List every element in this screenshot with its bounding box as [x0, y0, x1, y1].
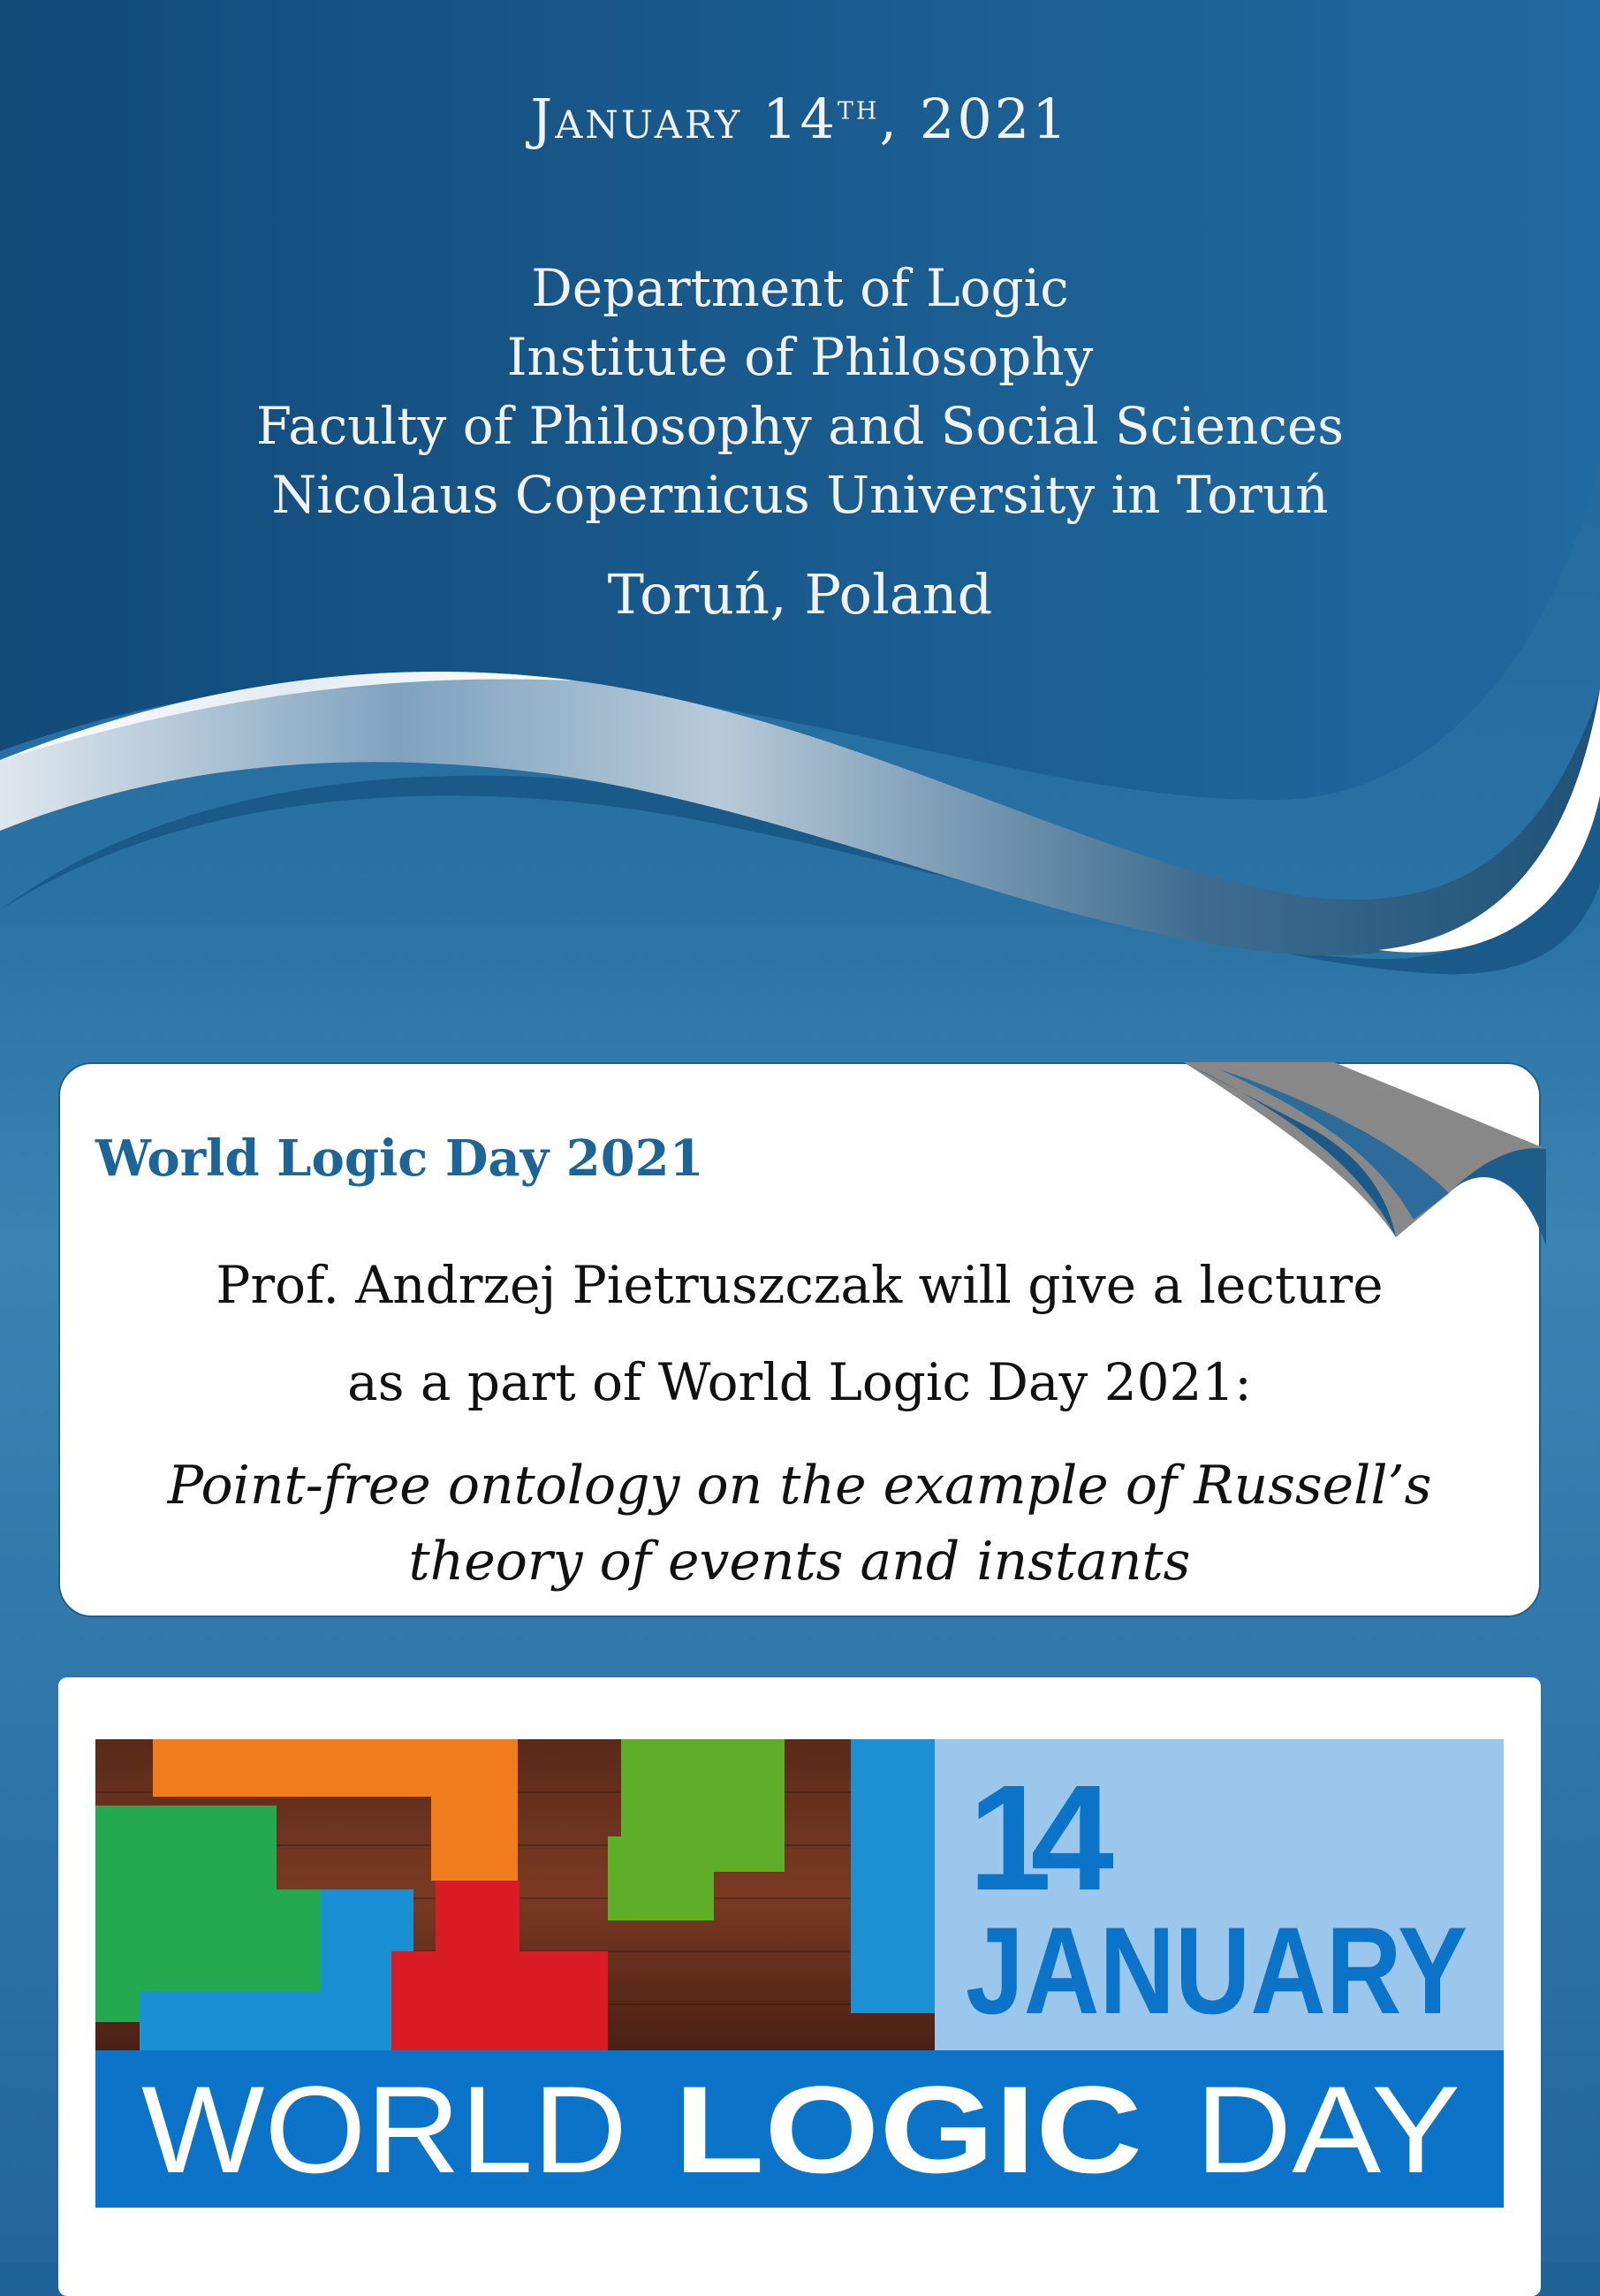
banner-word-logic: LOGIC	[674, 2060, 1142, 2199]
lecture-announcement-line-2: as a part of World Logic Day 2021:	[347, 1352, 1252, 1412]
banner-day: 14	[968, 1754, 1114, 1922]
world-logic-day-banner	[95, 1739, 1504, 2208]
puzzle-pieces-image	[95, 1739, 935, 2050]
date-year: , 2021	[879, 87, 1070, 151]
talk-title: Point-free ontology on the example of Russell’s theory of events and instants	[167, 1455, 1432, 1593]
institute-line: Institute of Philosophy	[506, 327, 1094, 387]
lecture-heading: World Logic Day 2021	[95, 1129, 704, 1188]
university-line: Nicolaus Copernicus University in Toruń	[271, 465, 1329, 525]
page-curl-decoration	[1184, 1061, 1546, 1246]
banner-word-world: WORLD	[141, 2060, 627, 2199]
banner-word-day: DAY	[1195, 2060, 1460, 2199]
department-line: Department of Logic	[531, 258, 1069, 318]
date-main: January 14	[530, 87, 838, 151]
lecture-announcement-line-1: Prof. Andrzej Pietruszczak will give a lecture	[216, 1255, 1384, 1315]
faculty-line: Faculty of Philosophy and Social Sciences	[255, 396, 1345, 456]
location: Toruń, Poland	[607, 562, 993, 627]
banner-month: JANUARY	[966, 1901, 1467, 2040]
event-date	[0, 87, 1600, 151]
date-suffix: th	[837, 87, 880, 127]
